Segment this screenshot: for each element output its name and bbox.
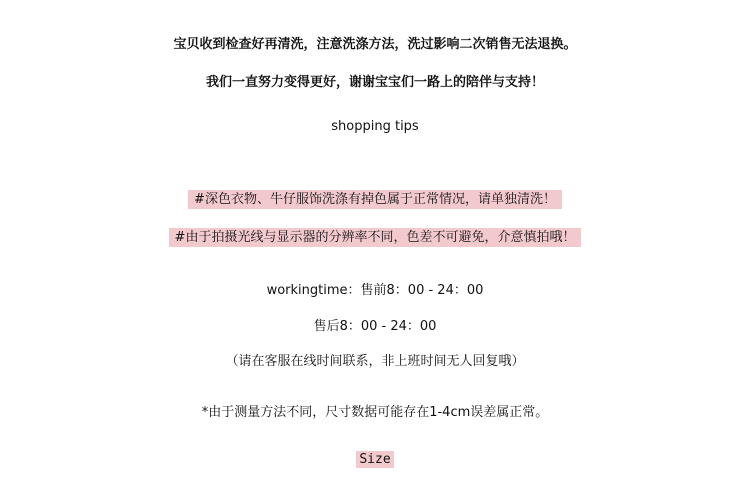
color-fade-warning-row <box>0 190 750 209</box>
size-label: Size <box>356 451 393 468</box>
shopping-tips-title: shopping tips <box>331 119 419 134</box>
color-difference-warning: #由于拍摄光线与显示器的分辨率不同，色差不可避免，介意慎拍哦！ <box>169 228 582 247</box>
after-sale-time: 售后8：00 - 24：00 <box>313 319 437 334</box>
service-note: （请在客服在线时间联系，非上班时间无人回复哦） <box>225 354 525 369</box>
size-measurement-note: *由于测量方法不同，尺寸数据可能存在1-4cm误差属正常。 <box>201 405 549 420</box>
working-time: workingtime：售前8：00 - 24：00 <box>266 283 484 298</box>
color-difference-warning-row <box>0 228 750 247</box>
thanks-line: 我们一直努力变得更好，谢谢宝宝们一路上的陪伴与支持！ <box>205 75 544 90</box>
size-label-row <box>0 451 750 469</box>
care-notice-line: 宝贝收到检查好再清洗，注意洗涤方法，洗过影响二次销售无法退换。 <box>173 37 577 52</box>
color-fade-warning: #深色衣物、牛仔服饰洗涤有掉色属于正常情况，请单独清洗！ <box>188 190 562 209</box>
